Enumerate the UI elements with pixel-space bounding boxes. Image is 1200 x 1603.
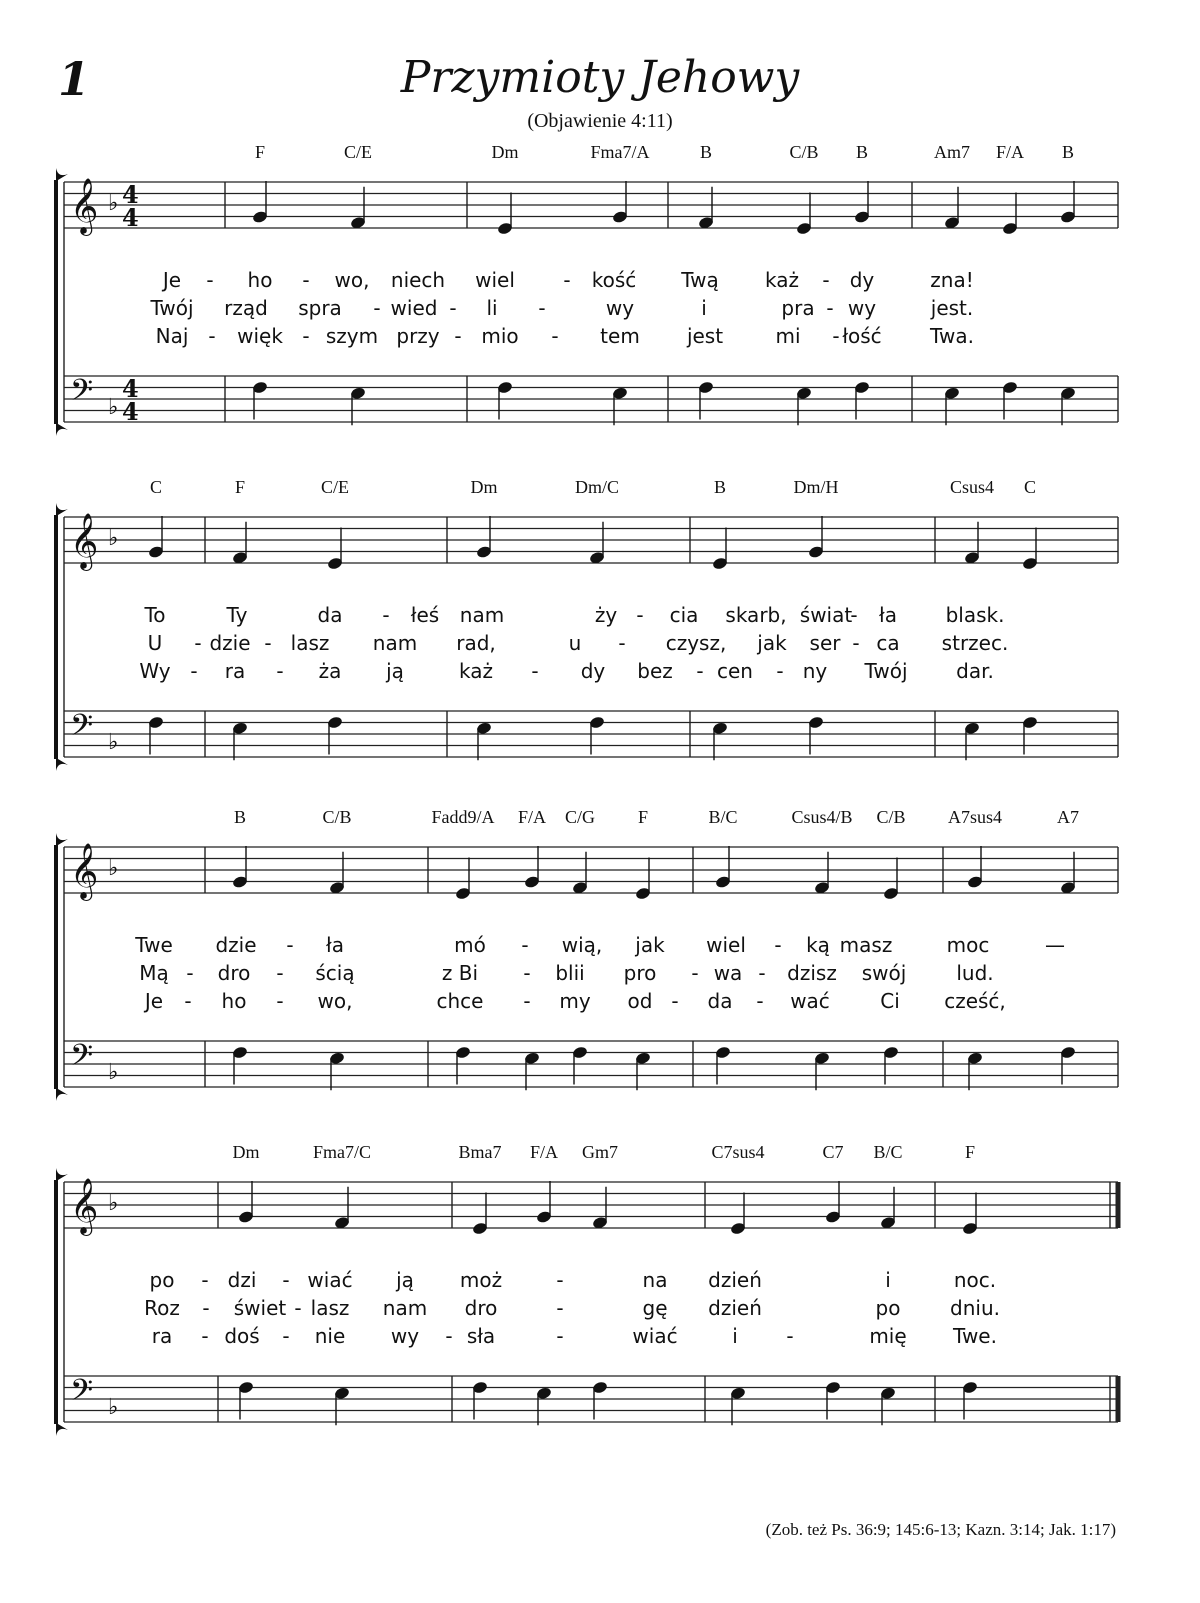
lyric-syllable-verse-3: Twa. xyxy=(930,324,974,348)
lyric-syllable-verse-2: Roz xyxy=(144,1296,180,1320)
lyric-syllable-verse-3: da xyxy=(707,989,733,1013)
lyric-syllable-verse-1: masz xyxy=(839,933,893,957)
lyric-syllable-verse-3: Je xyxy=(144,989,164,1013)
chord-symbol: A7 xyxy=(1057,807,1079,827)
lyric-syllable-verse-3: nie xyxy=(314,1324,346,1348)
lyric-syllable-verse-2: nam xyxy=(372,631,418,655)
score-system-3 xyxy=(0,805,1200,1105)
lyric-syllable-verse-1: nam xyxy=(459,603,505,627)
lyric-syllable-verse-1: - xyxy=(556,1268,564,1292)
lyric-syllable-verse-3: - xyxy=(523,989,531,1013)
bass-clef-icon: 𝄢 xyxy=(70,1039,94,1080)
lyric-syllable-verse-3: wy xyxy=(390,1324,420,1348)
lyric-syllable-verse-2: - xyxy=(373,296,381,320)
chord-symbol: C7sus4 xyxy=(711,1142,765,1162)
lyric-syllable-verse-3: dar. xyxy=(956,659,994,683)
chord-symbol: Dm/H xyxy=(793,477,839,497)
lyric-syllable-verse-1: wiać xyxy=(307,1268,353,1292)
lyric-syllable-verse-1: dzień xyxy=(708,1268,762,1292)
lyric-syllable-verse-3: chce xyxy=(436,989,484,1013)
lyric-syllable-verse-1: dzi xyxy=(227,1268,257,1292)
system-bracket-bar xyxy=(54,1180,58,1424)
bass-staff xyxy=(64,374,1118,426)
chord-symbol: Dm xyxy=(232,1142,260,1162)
chord-symbol: Fadd9/A xyxy=(431,807,495,827)
lyric-syllable-verse-2: lasz xyxy=(310,1296,350,1320)
bass-staff xyxy=(64,1039,1118,1087)
lyric-syllable-verse-1: ła xyxy=(879,603,897,627)
lyric-syllable-verse-1: każ xyxy=(765,268,799,292)
lyric-syllable-verse-3: cześć, xyxy=(944,989,1006,1013)
lyric-syllable-verse-2: - xyxy=(194,631,202,655)
chord-symbol: Am7 xyxy=(934,142,970,162)
chord-symbol: Csus4/B xyxy=(791,807,853,827)
staff-graphics xyxy=(0,1140,1200,1440)
chord-symbol: C/B xyxy=(789,142,819,162)
time-signature-icon: 4 xyxy=(122,374,139,403)
chord-symbol: F xyxy=(234,477,246,497)
lyric-syllable-verse-1: - xyxy=(286,933,294,957)
lyric-syllable-verse-2: Mą xyxy=(139,961,169,985)
lyric-syllable-verse-3: mię xyxy=(869,1324,907,1348)
lyric-syllable-verse-2: - xyxy=(826,296,834,320)
flat-icon: ♭ xyxy=(108,191,119,216)
lyric-syllable-verse-2: swój xyxy=(861,961,907,985)
lyric-syllable-verse-2: wy xyxy=(605,296,635,320)
time-signature-icon: 4 xyxy=(122,180,139,209)
lyric-syllable-verse-1: - xyxy=(282,1268,290,1292)
lyric-syllable-verse-1: - xyxy=(850,603,858,627)
lyric-syllable-verse-2: - xyxy=(202,1296,210,1320)
lyric-syllable-verse-2: - xyxy=(618,631,626,655)
lyric-syllable-verse-3: - xyxy=(776,659,784,683)
lyric-syllable-verse-3: mio xyxy=(481,324,519,348)
treble-staff xyxy=(64,843,1118,901)
lyric-syllable-verse-1: cia xyxy=(669,603,699,627)
lyric-syllable-verse-1: da xyxy=(317,603,343,627)
lyric-syllable-verse-1: To xyxy=(144,603,166,627)
lyric-syllable-verse-1: świat xyxy=(799,603,853,627)
flat-icon: ♭ xyxy=(108,856,119,881)
lyric-syllable-verse-1: i xyxy=(885,1268,891,1292)
lyric-syllable-verse-3: przy xyxy=(396,324,440,348)
lyric-syllable-verse-3: wo, xyxy=(317,989,353,1013)
lyric-syllable-verse-3: Naj xyxy=(155,324,189,348)
scripture-reference: (Objawienie 4:11) xyxy=(527,110,673,132)
lyric-syllable-verse-2: - xyxy=(449,296,457,320)
lyric-syllable-verse-1: ją xyxy=(396,1268,414,1292)
chord-symbol: Gm7 xyxy=(582,1142,618,1162)
chord-symbol: Fma7/C xyxy=(312,1142,372,1162)
score-system-4 xyxy=(0,1140,1200,1440)
lyric-syllable-verse-3: tem xyxy=(600,324,640,348)
lyric-syllable-verse-1: wo, xyxy=(334,268,370,292)
lyric-syllable-verse-3: ra xyxy=(151,1324,173,1348)
lyric-syllable-verse-3: każ xyxy=(459,659,493,683)
flat-icon: ♭ xyxy=(108,526,119,551)
footnote-references: (Zob. też Ps. 36:9; 145:6-13; Kazn. 3:14; Jak. 1:17) xyxy=(765,1520,1116,1539)
chord-symbol: C/E xyxy=(343,142,373,162)
lyric-syllable-verse-1: - xyxy=(201,1268,209,1292)
lyric-syllable-verse-3: ra xyxy=(224,659,246,683)
treble-staff xyxy=(64,178,1118,236)
lyric-syllable-verse-1: ho xyxy=(247,268,273,292)
lyric-syllable-verse-2: wa xyxy=(713,961,743,985)
lyric-syllable-verse-3: sła xyxy=(466,1324,496,1348)
lyric-syllable-verse-1: po xyxy=(149,1268,175,1292)
lyric-syllable-verse-1: niech xyxy=(390,268,446,292)
lyric-syllable-verse-1: - xyxy=(302,268,310,292)
lyric-syllable-verse-3: jest xyxy=(686,324,724,348)
lyric-syllable-verse-2: blii xyxy=(555,961,585,985)
chord-symbol: Dm xyxy=(470,477,498,497)
chord-symbol: B xyxy=(233,807,247,827)
lyric-syllable-verse-3: szym xyxy=(325,324,379,348)
lyric-syllable-verse-3: Twe. xyxy=(953,1324,997,1348)
lyric-syllable-verse-2: dro xyxy=(464,1296,498,1320)
lyric-syllable-verse-3: - xyxy=(190,659,198,683)
lyric-syllable-verse-2: - xyxy=(523,961,531,985)
chord-symbol: B xyxy=(1061,142,1075,162)
lyric-syllable-verse-1: dy xyxy=(849,268,875,292)
lyric-syllable-verse-3: doś xyxy=(224,1324,260,1348)
lyric-syllable-verse-2: ca xyxy=(876,631,900,655)
lyric-syllable-verse-3: wiać xyxy=(632,1324,678,1348)
lyric-syllable-verse-1: - xyxy=(521,933,529,957)
chord-symbol: C/E xyxy=(320,477,350,497)
lyric-syllable-verse-3: - xyxy=(531,659,539,683)
lyric-syllable-verse-3: - xyxy=(832,324,840,348)
chord-symbol: Bma7 xyxy=(458,1142,502,1162)
chord-symbol: F/A xyxy=(995,142,1025,162)
lyric-syllable-verse-2: dzień xyxy=(708,1296,762,1320)
lyric-syllable-verse-2: po xyxy=(875,1296,901,1320)
lyric-syllable-verse-1: skarb, xyxy=(725,603,787,627)
lyric-syllable-verse-1: wią, xyxy=(561,933,603,957)
hymn-number: 1 xyxy=(58,52,91,106)
chord-symbol: C/B xyxy=(322,807,352,827)
chord-symbol: Csus4 xyxy=(949,477,995,497)
lyric-syllable-verse-3: łość xyxy=(842,324,882,348)
system-bracket-bar xyxy=(54,845,58,1089)
lyric-syllable-verse-2: lud. xyxy=(956,961,994,985)
lyric-syllable-verse-1: moc xyxy=(946,933,990,957)
chord-symbol: Dm xyxy=(491,142,519,162)
lyric-syllable-verse-2: świet xyxy=(233,1296,287,1320)
lyric-syllable-verse-3: dy xyxy=(580,659,606,683)
chord-symbol: F xyxy=(254,142,266,162)
lyric-syllable-verse-1: wiel xyxy=(706,933,746,957)
lyric-syllable-verse-2: u xyxy=(568,631,582,655)
treble-staff xyxy=(64,1178,1118,1236)
flat-icon: ♭ xyxy=(108,395,119,420)
lyric-syllable-verse-3: ny xyxy=(802,659,828,683)
lyric-syllable-verse-2: li xyxy=(486,296,498,320)
lyric-syllable-verse-3: - xyxy=(208,324,216,348)
treble-clef-icon: 𝄞 xyxy=(70,513,99,569)
lyric-syllable-verse-1: - xyxy=(206,268,214,292)
lyric-syllable-verse-3: - xyxy=(302,324,310,348)
lyric-syllable-verse-1: mó xyxy=(454,933,486,957)
bass-clef-icon: 𝄢 xyxy=(70,1374,94,1415)
lyric-syllable-verse-3: cen xyxy=(717,659,753,683)
bass-staff xyxy=(64,1374,1118,1422)
lyric-syllable-verse-2: dniu. xyxy=(950,1296,1000,1320)
lyric-syllable-verse-2: dro xyxy=(217,961,251,985)
lyric-syllable-verse-3: - xyxy=(282,1324,290,1348)
lyric-syllable-verse-3: więk xyxy=(237,324,283,348)
lyric-syllable-verse-3: - xyxy=(276,989,284,1013)
lyric-syllable-verse-2: wy xyxy=(847,296,877,320)
lyric-syllable-verse-2: strzec. xyxy=(941,631,1009,655)
lyric-syllable-verse-3: od xyxy=(627,989,653,1013)
lyric-syllable-verse-1: Twe xyxy=(135,933,173,957)
bass-clef-icon: 𝄢 xyxy=(70,374,94,415)
lyric-syllable-verse-3: ho xyxy=(221,989,247,1013)
chord-symbol: F xyxy=(637,807,649,827)
lyric-syllable-verse-3: i xyxy=(732,1324,738,1348)
system-bracket-bar xyxy=(54,180,58,424)
lyric-syllable-verse-3: - xyxy=(184,989,192,1013)
lyric-syllable-verse-3: - xyxy=(445,1324,453,1348)
lyric-syllable-verse-2: gę xyxy=(642,1296,668,1320)
chord-symbol: C/G xyxy=(564,807,596,827)
lyric-syllable-verse-3: bez xyxy=(637,659,673,683)
chord-symbol: F/A xyxy=(529,1142,559,1162)
lyric-syllable-verse-1: ką xyxy=(806,933,830,957)
lyric-syllable-verse-3: - xyxy=(454,324,462,348)
lyric-syllable-verse-1: - xyxy=(774,933,782,957)
lyric-syllable-verse-1: - xyxy=(636,603,644,627)
lyric-syllable-verse-2: dzisz xyxy=(787,961,837,985)
lyric-syllable-verse-1: blask. xyxy=(945,603,1005,627)
chord-symbol: C xyxy=(149,477,163,497)
time-signature-icon: 4 xyxy=(122,397,139,426)
lyric-syllable-verse-1: noc. xyxy=(953,1268,997,1292)
lyric-syllable-verse-3: - xyxy=(756,989,764,1013)
system-bracket-bar xyxy=(54,515,58,759)
lyric-syllable-verse-3: ją xyxy=(386,659,404,683)
treble-staff xyxy=(64,513,1118,571)
lyric-syllable-verse-2: pro xyxy=(623,961,657,985)
lyric-syllable-verse-3: - xyxy=(201,1324,209,1348)
lyric-syllable-verse-3: - xyxy=(696,659,704,683)
treble-clef-icon: 𝄞 xyxy=(70,178,99,234)
lyric-syllable-verse-3: Wy xyxy=(139,659,171,683)
chord-symbol: C/B xyxy=(876,807,906,827)
lyric-syllable-verse-3: - xyxy=(551,324,559,348)
lyric-syllable-verse-2: - xyxy=(556,1296,564,1320)
lyric-syllable-verse-1: wiel xyxy=(475,268,515,292)
lyric-syllable-verse-2: nam xyxy=(382,1296,428,1320)
lyric-syllable-verse-2: - xyxy=(538,296,546,320)
chord-symbol: F/A xyxy=(517,807,547,827)
lyric-syllable-verse-2: rząd xyxy=(224,296,268,320)
lyric-syllable-verse-3: Twój xyxy=(864,659,908,683)
chord-symbol: C xyxy=(1023,477,1037,497)
lyric-syllable-verse-1: Je xyxy=(162,268,182,292)
treble-clef-icon: 𝄞 xyxy=(70,843,99,899)
lyric-syllable-verse-3: Ci xyxy=(880,989,900,1013)
lyric-syllable-verse-1: - xyxy=(822,268,830,292)
chord-symbol: B/C xyxy=(873,1142,903,1162)
lyric-syllable-verse-2: lasz xyxy=(290,631,330,655)
lyric-syllable-verse-2: spra xyxy=(298,296,342,320)
chord-symbol: B/C xyxy=(708,807,738,827)
chord-symbol: B xyxy=(855,142,869,162)
lyric-syllable-verse-1: ży xyxy=(594,603,618,627)
lyric-syllable-verse-1: Twą xyxy=(681,268,719,292)
chord-symbol: Fma7/A xyxy=(590,142,650,162)
lyric-syllable-verse-3: mi xyxy=(775,324,801,348)
score-system-2 xyxy=(0,475,1200,775)
lyric-syllable-verse-1: zna! xyxy=(930,268,974,292)
lyric-syllable-verse-2: rad, xyxy=(456,631,496,655)
lyric-syllable-verse-2: i xyxy=(701,296,707,320)
lyric-syllable-verse-2: wied xyxy=(390,296,438,320)
lyric-syllable-verse-2: dzie xyxy=(209,631,251,655)
time-signature-icon: 4 xyxy=(122,203,139,232)
flat-icon: ♭ xyxy=(108,1395,119,1420)
hymn-title: Przymioty Jehowy xyxy=(400,52,800,103)
chord-symbol: Dm/C xyxy=(574,477,620,497)
lyric-syllable-verse-2: czysz, xyxy=(665,631,727,655)
lyric-syllable-verse-1: — xyxy=(1045,933,1065,957)
chord-symbol: C7 xyxy=(822,1142,844,1162)
lyric-syllable-verse-1: moż xyxy=(459,1268,503,1292)
lyric-syllable-verse-3: - xyxy=(671,989,679,1013)
lyric-syllable-verse-2: Twój xyxy=(150,296,194,320)
lyric-syllable-verse-2: - xyxy=(186,961,194,985)
lyric-syllable-verse-2: - xyxy=(691,961,699,985)
chord-symbol: B xyxy=(713,477,727,497)
lyric-syllable-verse-2: jak xyxy=(757,631,787,655)
treble-clef-icon: 𝄞 xyxy=(70,1178,99,1234)
score-system-1 xyxy=(0,140,1200,440)
lyric-syllable-verse-1: łeś xyxy=(410,603,440,627)
lyric-syllable-verse-1: dzie xyxy=(215,933,257,957)
lyric-syllable-verse-3: - xyxy=(786,1324,794,1348)
lyric-syllable-verse-3: my xyxy=(559,989,591,1013)
lyric-syllable-verse-2: - xyxy=(758,961,766,985)
lyric-syllable-verse-3: ża xyxy=(318,659,342,683)
lyric-syllable-verse-1: - xyxy=(382,603,390,627)
lyric-syllable-verse-1: Ty xyxy=(226,603,248,627)
lyric-syllable-verse-2: jest. xyxy=(930,296,974,320)
lyric-syllable-verse-2: ścią xyxy=(315,961,355,985)
lyric-syllable-verse-1: ła xyxy=(326,933,344,957)
bass-clef-icon: 𝄢 xyxy=(70,709,94,750)
flat-icon: ♭ xyxy=(108,1191,119,1216)
chord-symbol: B xyxy=(699,142,713,162)
lyric-syllable-verse-2: - xyxy=(264,631,272,655)
lyric-syllable-verse-2: - xyxy=(276,961,284,985)
lyric-syllable-verse-3: wać xyxy=(790,989,830,1013)
lyric-syllable-verse-2: - xyxy=(852,631,860,655)
flat-icon: ♭ xyxy=(108,1060,119,1085)
lyric-syllable-verse-1: kość xyxy=(591,268,637,292)
chord-symbol: F xyxy=(964,1142,976,1162)
chord-symbol: A7sus4 xyxy=(947,807,1003,827)
lyric-syllable-verse-3: - xyxy=(556,1324,564,1348)
lyric-syllable-verse-3: - xyxy=(276,659,284,683)
lyric-syllable-verse-1: jak xyxy=(635,933,665,957)
lyric-syllable-verse-2: - xyxy=(294,1296,302,1320)
flat-icon: ♭ xyxy=(108,730,119,755)
lyric-syllable-verse-2: pra xyxy=(781,296,815,320)
lyric-syllable-verse-2: U xyxy=(147,631,163,655)
lyric-syllable-verse-2: z Bi xyxy=(441,961,479,985)
lyric-syllable-verse-2: ser xyxy=(809,631,841,655)
lyric-syllable-verse-1: - xyxy=(563,268,571,292)
lyric-syllable-verse-1: na xyxy=(642,1268,668,1292)
